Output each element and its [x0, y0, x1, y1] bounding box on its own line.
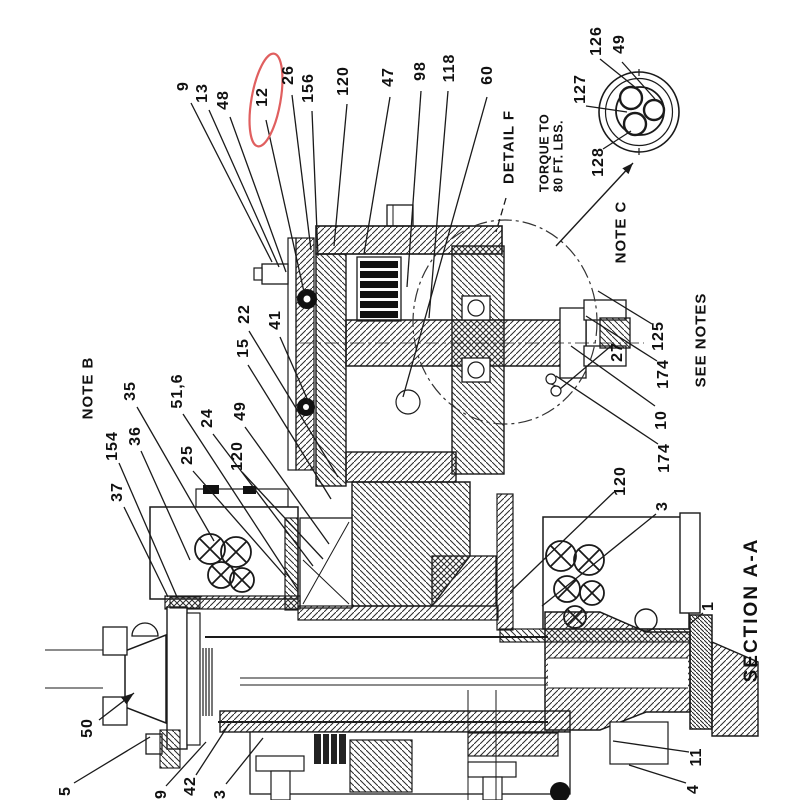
- callout-label: 125: [650, 321, 667, 351]
- leader-line: [242, 472, 323, 559]
- callout-label: 174: [656, 443, 673, 473]
- leader-line: [510, 492, 614, 592]
- callout-label: 3: [654, 501, 671, 511]
- callout-label: 10: [653, 410, 670, 430]
- callout-label: 126: [588, 26, 605, 56]
- callout-label: 127: [572, 74, 589, 104]
- callout-label: 120: [612, 466, 629, 496]
- leader-line: [248, 365, 331, 499]
- callout-label: 60: [479, 65, 496, 85]
- leader-line: [249, 331, 338, 477]
- leader-line: [542, 514, 656, 606]
- leader-line: [429, 91, 448, 318]
- callout-label: 26: [280, 65, 297, 85]
- leader-line: [226, 738, 263, 784]
- callout-label: 25: [179, 445, 196, 465]
- callout-label: 11: [688, 747, 705, 767]
- callout-label: 174: [655, 359, 672, 389]
- callout-label: 1: [700, 601, 717, 611]
- leader-line: [598, 291, 652, 324]
- leader-line: [119, 463, 177, 597]
- callout-label: 41: [267, 310, 284, 330]
- torque-note-line1: TORQUE TO: [537, 113, 552, 193]
- callout-label: 5: [57, 786, 74, 796]
- leader-line: [245, 427, 329, 544]
- leader-line: [230, 117, 286, 272]
- torque-note-line2: 80 FT. LBS.: [552, 119, 566, 193]
- leader-line: [613, 741, 689, 752]
- callout-label: 4: [685, 784, 702, 794]
- leader-line: [560, 346, 611, 389]
- callout-label: 50: [79, 718, 96, 738]
- leader-line: [280, 337, 309, 403]
- leader-line: [586, 106, 627, 112]
- callout-label: 118: [441, 53, 458, 83]
- leader-line: [99, 693, 134, 720]
- leader-line: [196, 724, 229, 775]
- see-notes-label: SEE NOTES: [692, 292, 710, 388]
- callout-label: 9: [153, 789, 170, 799]
- callout-label: 49: [232, 401, 249, 421]
- leader-line: [334, 104, 347, 246]
- leader-line: [403, 97, 487, 397]
- callout-label: 37: [109, 482, 126, 502]
- callout-label: 47: [380, 67, 397, 87]
- note-c-label: NOTE C: [612, 200, 630, 264]
- callout-label: 120: [229, 441, 246, 471]
- callout-label: 36: [127, 426, 144, 446]
- leader-line: [124, 507, 168, 597]
- callout-label: 49: [611, 34, 628, 54]
- leader-line: [141, 451, 190, 560]
- leader-line: [193, 471, 286, 577]
- callout-label: 98: [412, 61, 429, 81]
- callout-label: 48: [215, 90, 232, 110]
- callout-label: 22: [236, 304, 253, 324]
- note-b-label: NOTE B: [79, 356, 97, 420]
- callout-label: 24: [199, 408, 216, 428]
- callout-label: 154: [104, 431, 121, 461]
- callout-label: 13: [194, 83, 211, 103]
- callout-label: 3: [212, 789, 229, 799]
- leader-line: [312, 111, 318, 256]
- detail-f-label: DETAIL F: [500, 109, 518, 185]
- leader-line: [407, 91, 421, 287]
- callout-label: 42: [182, 776, 199, 796]
- callout-label: 12: [254, 87, 271, 107]
- leader-line: [364, 97, 390, 254]
- callout-label: 156: [300, 73, 317, 103]
- leader-line: [191, 103, 272, 262]
- callout-label: 35: [122, 381, 139, 401]
- callout-label: 15: [235, 338, 252, 358]
- leader-line: [603, 131, 631, 149]
- callout-label: 120: [335, 66, 352, 96]
- callout-label: 27: [609, 342, 626, 362]
- leader-line: [292, 95, 311, 250]
- callout-label: 9: [175, 81, 192, 91]
- callout-label: 51,6: [169, 373, 186, 409]
- leader-line: [556, 376, 658, 444]
- leader-line: [691, 613, 703, 623]
- torque-note: [538, 114, 567, 192]
- section-title: SECTION A-A: [741, 537, 763, 683]
- leader-line: [74, 737, 150, 783]
- leader-line: [629, 765, 686, 783]
- callout-label: 128: [590, 147, 607, 177]
